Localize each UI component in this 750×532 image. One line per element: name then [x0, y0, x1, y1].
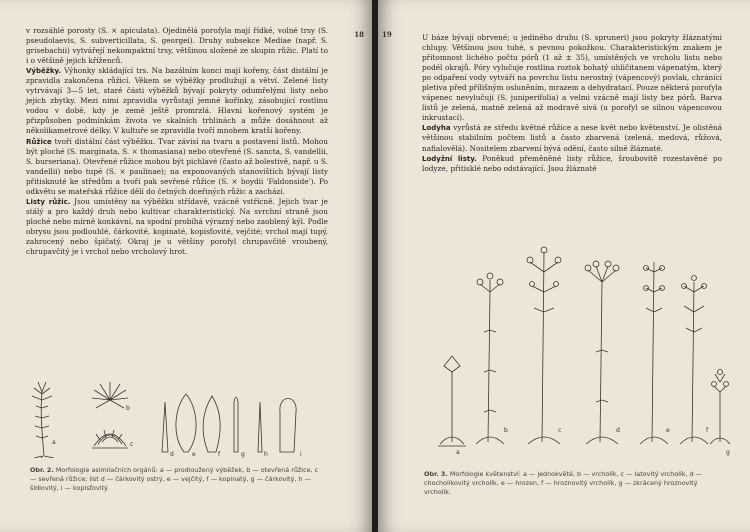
- paragraph: [422, 123, 722, 153]
- paragraph-text: Výhonky skládající trs. Na bazálním konci mají kořeny, část distální je zpravidla zakončena růžicí. Věkem se výběžky prodlužují a větví. Zelené listy vytrvávají 3—5 let, staré části výběžků bývají pokryty odumřelými listy nebo jejich zbytky. Mezi nimi zpravidla vyrůstají jemné kořínky, zásobující rostlinu vodou v době, kdy je země ještě promrzlá. Hlavní kořenový systém je přizpůsoben podmínkám života ve skalních trhlinách a může dosáhnout až několikametrové délky. V kultuře se zpravidla tvoří mnohem kratší kořeny.: [26, 66, 328, 136]
- left-page: [0, 0, 372, 532]
- paragraph-text: Jsou umístěny na výběžku střídavě, vzácně vstřícně. Jejich tvar je stálý a pro každý druh nebo kultivar charakteristický. Na svrchní straně jsou ploché nebo mírně konkávní, na spodní probíhá výrazný nebo zaoblený kýl. Podle obrysu jsou podlouhlé, čárkovité, kopinaté, kopisťovité, vejčité; vrchol mají tupý, zahrocený nebo špičatý. Okraj je u většiny porofyl chrupavčitě vroubený, chrupavčitý je i vrchol nebo vrcholový hrot.: [26, 196, 328, 257]
- caption-text: Morfologie asimilačních orgánů: a — prodloužený výběžek, b — otevřená růžice, c — sevřená růžice; list d — čárkovitý ostrý, e — vejčitý, f — kopinatý, g — čárkovitý, h — šídlovitý, i — kopisťovitý.: [30, 466, 319, 492]
- figure-label: e: [192, 451, 196, 458]
- illustration-elongated-shoot: [32, 382, 54, 458]
- paragraph: [26, 66, 328, 136]
- figure-label: c: [130, 441, 134, 448]
- paragraph: [26, 26, 328, 66]
- figure-label: c: [558, 427, 562, 434]
- paragraph-text: U báze bývají obrvené; u jediného druhu (S. spruneri) jsou pokryty žláznatými chlupy. Většinou jsou tuhé, s pevnou pokožkou. Charakteristickým znakem je přítomnost lichého počtu pórů (1 až ± 35), umístěných ve vrcholu listu nebo podél okrajů. Póry vylučuje rostlina roztok bohatý uhličitanem vápenatým, který po odpaření vody vytváří na povrchu listu nerostný (vápencový) povlak, chránící pletiva před přílišným osluněním, mrazem a dehydratací. Pouze některá porofyla vápenec nevylučují (S. juniperifolia) a velmi vzácně mají listy bez pórů. Barva listů je zelená, matně zelená až modravě sivá (u porofyl se silnou vápencovou inkrustací).: [422, 33, 722, 123]
- illustration-shortened-racemose-cyme: [710, 370, 730, 445]
- figure-label: b: [504, 427, 508, 434]
- body-text: [26, 26, 328, 257]
- illustration-paniculate-cyme: [527, 247, 561, 444]
- figure-inflorescence-morphology: [430, 232, 730, 460]
- paragraph-term: Lodyžní listy.: [422, 154, 477, 163]
- figure-label: e: [666, 427, 670, 434]
- illustration-raceme: [640, 262, 668, 444]
- figure-label: i: [300, 451, 302, 458]
- figure-label: g: [241, 451, 245, 458]
- body-text: [422, 33, 722, 174]
- illustration-corymbose-cyme: [585, 261, 619, 444]
- right-page: [378, 0, 750, 532]
- figure-label: a: [456, 449, 460, 456]
- illustration-leaf-shapes: [162, 394, 296, 452]
- figure-leaf-morphology: [22, 372, 322, 458]
- figure-label-group: [456, 427, 730, 456]
- paragraph-term: Lodyha: [422, 124, 451, 133]
- illustration-cyme: [476, 273, 504, 444]
- figure-caption: [424, 470, 724, 497]
- paragraph: [422, 154, 722, 174]
- paragraph: [422, 33, 722, 123]
- page-number: 19: [382, 30, 392, 39]
- figure-caption: [30, 466, 322, 493]
- paragraph-text: v rozsáhlé porosty (S. × apiculata). Ojedinělá porofyla mají řídké, volné trsy (S. pseudolaevis, S. subverticillata, S. georgei). Druhy subsekce Mediae (např. S. grisebachii) vytvářejí nekompaktní trsy, většinou složené ze skupin růžic. Platí to i o většině jejich kříženců.: [26, 26, 328, 66]
- page-number: 18: [354, 30, 364, 39]
- paragraph-term: Růžice: [26, 137, 52, 146]
- illustration-single-flowered: [438, 356, 466, 446]
- illustration-racemose-cyme: [680, 276, 708, 445]
- paragraph-text: Poněkud přeměněné listy růžice, šroubovitě rozestavěné po lodyze, přitisklé nebo odstávající. Jsou žláznaté: [422, 153, 722, 173]
- figure-label: b: [126, 405, 130, 412]
- paragraph-term: Výběžky.: [26, 67, 62, 76]
- caption-text: Morfologie květenství: a — jednokvěté, b — vrcholík, c — latovitý vrcholík, d — chocholíkovitý vrcholík, e — hrozen, f — hroznovitý vrcholík, g — zkrácený hroznovitý vrcholík.: [424, 470, 703, 496]
- figure-label: h: [264, 451, 268, 458]
- illustration-open-rosette: [92, 382, 128, 408]
- figure-label: d: [170, 451, 174, 458]
- figure-label: g: [726, 449, 730, 456]
- illustration-tight-rosette: [92, 430, 128, 448]
- figure-label: f: [706, 427, 709, 434]
- paragraph-term: Listy růžic.: [26, 197, 71, 206]
- paragraph: [26, 197, 328, 257]
- paragraph-text: vyrůstá ze středu květné růžice a nese květ nebo květenství. Je olistěná většinou stabilním počtem listů a často zbarvená (zelená, medová, růžová, nafialovělá). Nositelem zbarvení bývá odění, často silně žláznaté.: [422, 123, 722, 153]
- figure-label: a: [52, 439, 56, 446]
- figure-label: f: [218, 451, 221, 458]
- paragraph-text: tvoří distální část výběžku. Tvar závisí na tvaru a postavení listů. Mohou být ploché (S. marginata, S. × thomasiana) nebo otevřené (S. sancta, S. vandellii, S. burseriana). Otevřené růžice mohou být pichlavé (často až bolestivě, např. u S. vandellii) nebo tupé (S. × paulinae); na exponovaných stanovištích bývají listy přitisknuté ke středům a tvoří pak sevřené růžice (S. × boydii 'Faldonside'). Po odkvětu se mateřská růžice dělí do četných dceřiných růžic a zachází.: [26, 136, 328, 196]
- figure-label: d: [616, 427, 620, 434]
- paragraph: [26, 137, 328, 197]
- caption-label: Obr. 3.: [424, 470, 448, 478]
- caption-label: Obr. 2.: [30, 466, 54, 474]
